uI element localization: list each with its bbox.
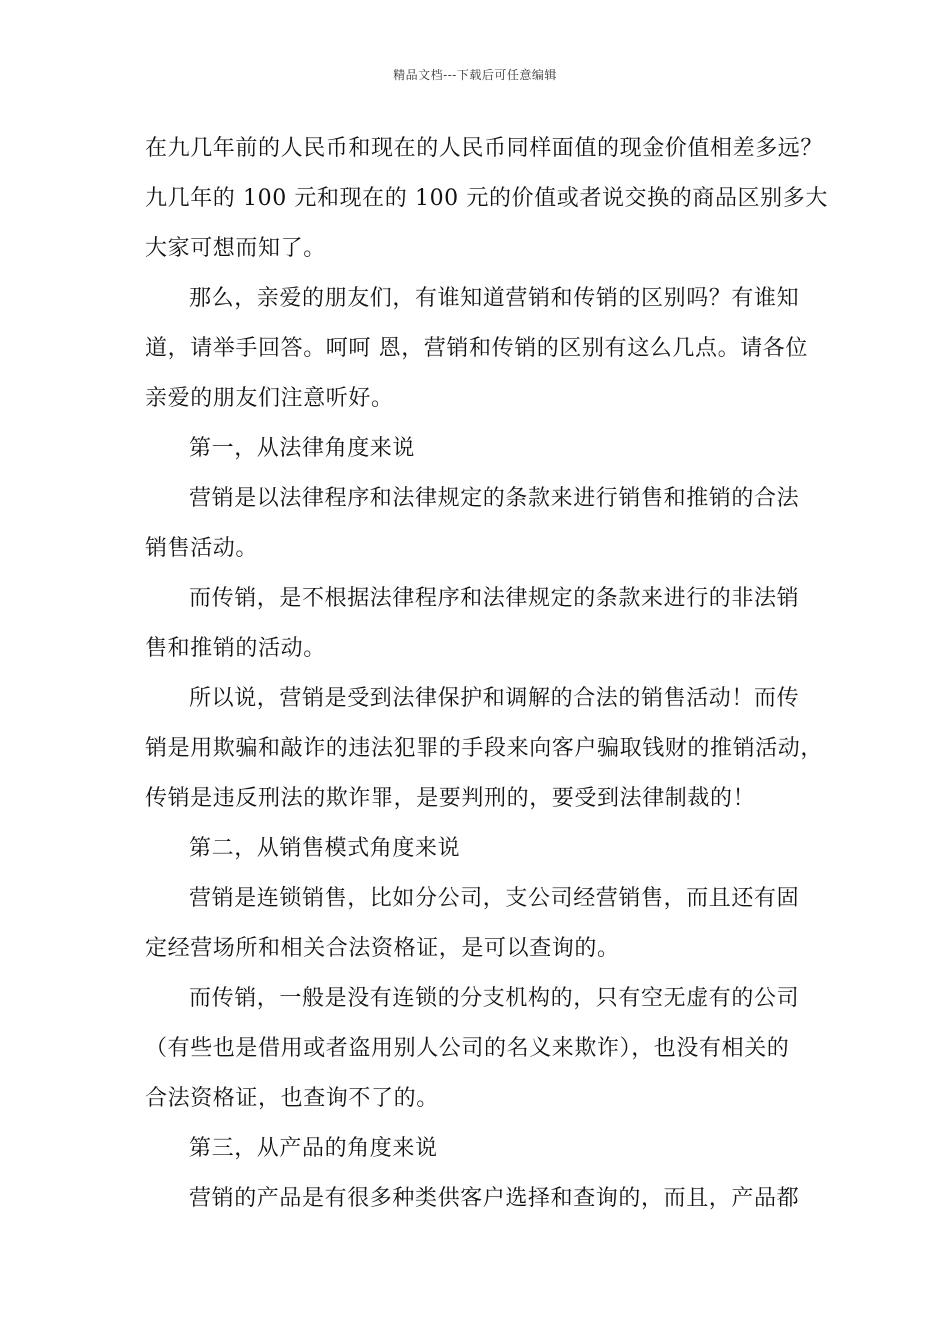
text-line: 传销是违反刑法的欺诈罪，是要判刑的，要受到法律制裁的！: [145, 786, 756, 811]
text-line: 销是用欺骗和敲诈的违法犯罪的手段来向客户骗取钱财的推销活动，: [145, 736, 824, 761]
paragraph-start-line: 营销的产品是有很多种类供客户选择和查询的，而且，产品都: [189, 1186, 800, 1211]
text-line: 销售活动。: [145, 536, 259, 561]
text-line: 在九几年前的人民币和现在的人民币同样面值的现金价值相差多远？: [145, 136, 824, 161]
paragraph-start-line: 所以说，营销是受到法律保护和调解的合法的销售活动！而传: [189, 686, 800, 711]
paragraph-start-line: 营销是以法律程序和法律规定的条款来进行销售和推销的合法: [189, 486, 800, 511]
section-heading: 第三，从产品的角度来说: [189, 1136, 438, 1161]
text-line: 九几年的 100 元和现在的 100 元的价值或者说交换的商品区别多大: [145, 186, 828, 211]
text-line: 合法资格证，也查询不了的。: [145, 1086, 439, 1111]
text-line: 大家可想而知了。: [145, 236, 326, 261]
section-heading: 第一，从法律角度来说: [189, 436, 416, 461]
paragraph-start-line: 那么，亲爱的朋友们，有谁知道营销和传销的区别吗？有谁知: [189, 286, 800, 311]
text-line: 亲爱的朋友们注意听好。: [145, 386, 394, 411]
text-line: 售和推销的活动。: [145, 636, 326, 661]
paragraph-start-line: 而传销，是不根据法律程序和法律规定的条款来进行的非法销: [189, 586, 800, 611]
text-line: 定经营场所和相关合法资格证，是可以查询的。: [145, 936, 620, 961]
paragraph-start-line: 而传销，一般是没有连锁的分支机构的，只有空无虚有的公司: [189, 986, 800, 1011]
section-heading: 第二，从销售模式角度来说: [189, 836, 461, 861]
text-line: 道，请举手回答。呵呵 恩，营销和传销的区别有这么几点。请各位: [145, 336, 808, 361]
paragraph-start-line: 营销是连锁销售，比如分公司，支公司经营销售，而且还有固: [189, 886, 800, 911]
text-line: （有些也是借用或者盗用别人公司的名义来欺诈），也没有相关的: [145, 1036, 790, 1061]
page-header: 精品文档---下载后可任意编辑: [393, 68, 557, 82]
